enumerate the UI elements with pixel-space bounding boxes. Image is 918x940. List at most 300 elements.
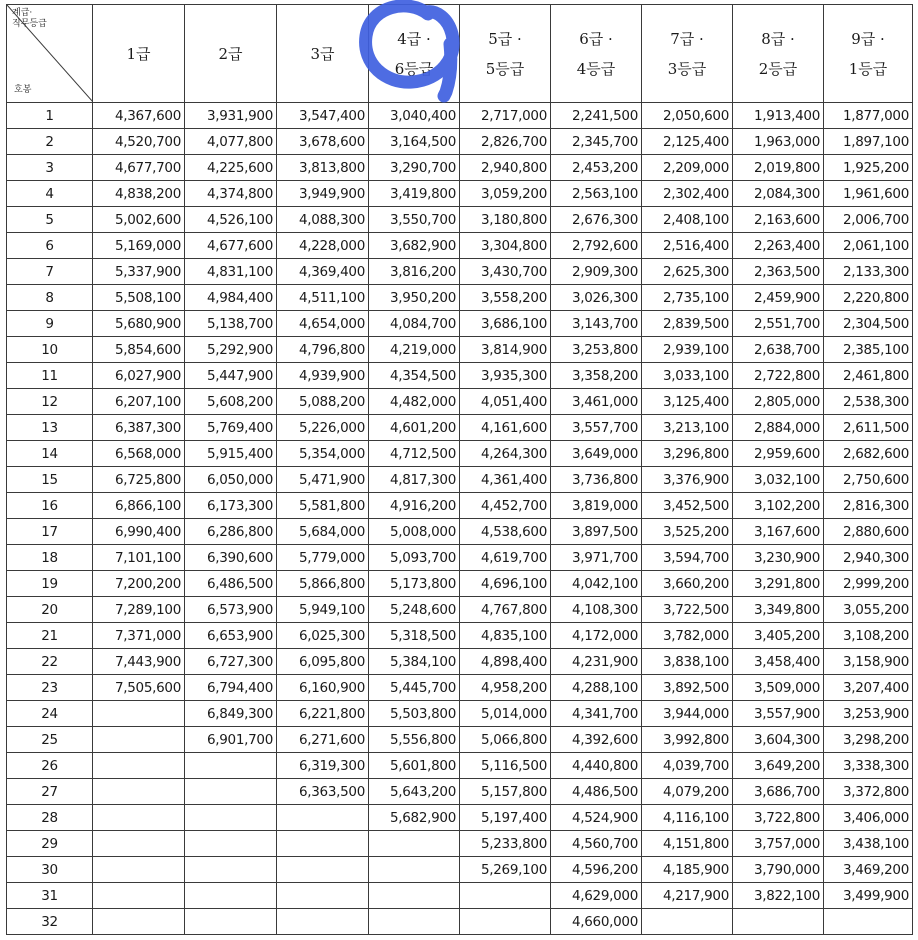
salary-cell: 5,601,800 [369,753,460,779]
salary-cell: 5,318,500 [369,623,460,649]
step-number-cell: 4 [7,181,93,207]
table-row [7,727,913,753]
salary-cell: 4,369,400 [277,259,369,285]
salary-cell: 2,750,600 [824,467,913,493]
salary-cell: 3,822,100 [733,883,824,909]
salary-cell: 3,722,500 [642,597,733,623]
salary-cell [93,857,185,883]
salary-cell: 4,677,700 [93,155,185,181]
salary-cell: 3,550,700 [369,207,460,233]
salary-cell: 3,525,200 [642,519,733,545]
salary-cell [185,909,277,935]
salary-cell: 3,557,900 [733,701,824,727]
salary-cell: 5,093,700 [369,545,460,571]
salary-cell: 5,226,000 [277,415,369,441]
step-number-cell: 30 [7,857,93,883]
salary-cell: 3,499,900 [824,883,913,909]
salary-cell: 2,611,500 [824,415,913,441]
salary-cell: 3,686,100 [460,311,551,337]
salary-cell [93,883,185,909]
salary-cell: 4,288,100 [551,675,642,701]
salary-cell: 4,958,200 [460,675,551,701]
salary-cell: 4,486,500 [551,779,642,805]
salary-cell: 3,180,800 [460,207,551,233]
salary-cell: 2,006,700 [824,207,913,233]
table-row [7,207,913,233]
step-number-cell: 25 [7,727,93,753]
step-number-cell: 14 [7,441,93,467]
step-number-cell: 15 [7,467,93,493]
salary-cell: 4,039,700 [642,753,733,779]
step-number-cell: 26 [7,753,93,779]
salary-cell: 6,050,000 [185,467,277,493]
salary-cell: 2,241,500 [551,103,642,129]
salary-cell [277,831,369,857]
table-row [7,467,913,493]
grade-header-3: 3급 [277,5,369,103]
step-number-cell: 18 [7,545,93,571]
salary-cell: 4,231,900 [551,649,642,675]
salary-cell: 4,560,700 [551,831,642,857]
step-number-cell: 29 [7,831,93,857]
salary-cell: 4,219,000 [369,337,460,363]
table-row [7,103,913,129]
salary-cell: 2,625,300 [642,259,733,285]
grade-header-5: 5급 · 5등급 [460,5,551,103]
salary-cell: 3,032,100 [733,467,824,493]
step-number-cell: 28 [7,805,93,831]
table-row [7,415,913,441]
salary-cell [460,883,551,909]
salary-cell: 4,452,700 [460,493,551,519]
salary-cell: 2,220,800 [824,285,913,311]
table-row [7,233,913,259]
salary-cell [277,909,369,935]
salary-cell: 2,453,200 [551,155,642,181]
salary-cell: 3,722,800 [733,805,824,831]
salary-cell: 3,059,200 [460,181,551,207]
salary-cell [642,909,733,935]
salary-cell: 6,221,800 [277,701,369,727]
salary-cell: 3,291,800 [733,571,824,597]
salary-cell: 6,025,300 [277,623,369,649]
salary-cell: 3,296,800 [642,441,733,467]
salary-cell: 2,638,700 [733,337,824,363]
salary-cell: 3,782,000 [642,623,733,649]
salary-cell: 2,345,700 [551,129,642,155]
salary-cell: 6,653,900 [185,623,277,649]
salary-cell: 6,568,000 [93,441,185,467]
salary-cell: 3,026,300 [551,285,642,311]
grade-header-8: 8급 · 2등급 [733,5,824,103]
salary-cell: 5,169,000 [93,233,185,259]
step-number-cell: 27 [7,779,93,805]
salary-cell: 4,677,600 [185,233,277,259]
grade-header-4: 4급 · 6등급 [369,5,460,103]
salary-cell: 5,581,800 [277,493,369,519]
salary-cell: 3,790,000 [733,857,824,883]
salary-cell: 3,686,700 [733,779,824,805]
salary-cell: 5,447,900 [185,363,277,389]
salary-cell: 2,735,100 [642,285,733,311]
salary-cell: 4,185,900 [642,857,733,883]
table-row [7,519,913,545]
salary-cell: 3,405,200 [733,623,824,649]
step-number-cell: 31 [7,883,93,909]
step-number-cell: 23 [7,675,93,701]
salary-cell: 4,042,100 [551,571,642,597]
salary-cell: 2,940,300 [824,545,913,571]
salary-cell: 4,367,600 [93,103,185,129]
salary-cell [185,779,277,805]
salary-cell: 2,019,800 [733,155,824,181]
salary-cell: 2,163,600 [733,207,824,233]
salary-cell: 5,138,700 [185,311,277,337]
salary-cell: 5,503,800 [369,701,460,727]
salary-cell: 5,769,400 [185,415,277,441]
salary-cell: 6,901,700 [185,727,277,753]
step-number-cell: 20 [7,597,93,623]
salary-cell: 5,157,800 [460,779,551,805]
salary-cell: 2,133,300 [824,259,913,285]
salary-cell: 4,654,000 [277,311,369,337]
salary-cell: 7,371,000 [93,623,185,649]
salary-cell: 3,935,300 [460,363,551,389]
salary-cell: 4,835,100 [460,623,551,649]
table-row [7,857,913,883]
salary-cell: 3,372,800 [824,779,913,805]
salary-cell: 2,516,400 [642,233,733,259]
salary-cell: 3,376,900 [642,467,733,493]
table-row [7,649,913,675]
salary-cell: 3,736,800 [551,467,642,493]
table-row [7,493,913,519]
salary-cell: 2,816,300 [824,493,913,519]
salary-cell: 5,471,900 [277,467,369,493]
salary-cell: 3,406,000 [824,805,913,831]
salary-cell: 3,992,800 [642,727,733,753]
salary-cell: 3,678,600 [277,129,369,155]
salary-cell: 3,452,500 [642,493,733,519]
salary-cell: 4,264,300 [460,441,551,467]
salary-cell: 2,125,400 [642,129,733,155]
salary-cell: 5,643,200 [369,779,460,805]
salary-cell: 5,066,800 [460,727,551,753]
table-row [7,883,913,909]
salary-cell: 5,384,100 [369,649,460,675]
step-number-cell: 1 [7,103,93,129]
table-row [7,311,913,337]
salary-cell: 4,696,100 [460,571,551,597]
salary-cell: 3,660,200 [642,571,733,597]
salary-cell: 6,363,500 [277,779,369,805]
salary-cell: 3,814,900 [460,337,551,363]
salary-cell: 5,173,800 [369,571,460,597]
salary-cell [824,909,913,935]
salary-cell: 4,916,200 [369,493,460,519]
salary-cell: 3,469,200 [824,857,913,883]
salary-cell: 5,684,000 [277,519,369,545]
step-number-cell: 17 [7,519,93,545]
salary-cell: 3,971,700 [551,545,642,571]
table-row [7,779,913,805]
step-number-cell: 6 [7,233,93,259]
salary-cell: 4,629,000 [551,883,642,909]
salary-cell: 5,445,700 [369,675,460,701]
table-row [7,129,913,155]
salary-cell: 6,794,400 [185,675,277,701]
step-number-cell: 21 [7,623,93,649]
salary-cell: 6,727,300 [185,649,277,675]
table-row [7,597,913,623]
salary-cell: 5,915,400 [185,441,277,467]
step-number-cell: 10 [7,337,93,363]
salary-cell: 4,984,400 [185,285,277,311]
salary-cell: 3,158,900 [824,649,913,675]
salary-cell: 5,354,000 [277,441,369,467]
step-number-cell: 32 [7,909,93,935]
salary-cell: 3,430,700 [460,259,551,285]
salary-cell: 5,682,900 [369,805,460,831]
salary-cell: 3,033,100 [642,363,733,389]
salary-cell: 3,298,200 [824,727,913,753]
salary-cell: 3,813,800 [277,155,369,181]
salary-cell: 3,207,400 [824,675,913,701]
salary-cell: 4,172,000 [551,623,642,649]
salary-cell: 4,520,700 [93,129,185,155]
salary-cell: 4,051,400 [460,389,551,415]
salary-cell: 7,289,100 [93,597,185,623]
salary-cell: 3,757,000 [733,831,824,857]
salary-cell [185,831,277,857]
salary-cell [93,909,185,935]
salary-cell: 4,538,600 [460,519,551,545]
salary-cell: 4,767,800 [460,597,551,623]
salary-cell: 3,167,600 [733,519,824,545]
salary-cell [185,753,277,779]
salary-cell: 7,505,600 [93,675,185,701]
salary-cell: 4,796,800 [277,337,369,363]
salary-cell: 3,558,200 [460,285,551,311]
salary-cell: 2,461,800 [824,363,913,389]
salary-cell: 2,676,300 [551,207,642,233]
salary-cell: 4,077,800 [185,129,277,155]
salary-cell: 4,225,600 [185,155,277,181]
salary-cell: 3,897,500 [551,519,642,545]
salary-cell: 6,849,300 [185,701,277,727]
grade-header-7: 7급 · 3등급 [642,5,733,103]
salary-cell: 3,164,500 [369,129,460,155]
salary-cell: 2,826,700 [460,129,551,155]
salary-cell: 7,443,900 [93,649,185,675]
salary-cell: 3,102,200 [733,493,824,519]
salary-cell: 4,440,800 [551,753,642,779]
salary-cell: 2,408,100 [642,207,733,233]
salary-cell: 3,438,100 [824,831,913,857]
table-row [7,363,913,389]
salary-cell: 4,374,800 [185,181,277,207]
salary-cell: 5,508,100 [93,285,185,311]
salary-cell: 4,217,900 [642,883,733,909]
salary-cell: 2,050,600 [642,103,733,129]
salary-cell: 6,160,900 [277,675,369,701]
salary-cell: 1,961,600 [824,181,913,207]
table-row [7,259,913,285]
table-row [7,831,913,857]
salary-cell: 4,341,700 [551,701,642,727]
salary-cell: 1,897,100 [824,129,913,155]
table-row [7,441,913,467]
salary-cell: 3,143,700 [551,311,642,337]
salary-cell [93,805,185,831]
salary-cell: 7,101,100 [93,545,185,571]
table-row [7,753,913,779]
salary-cell: 2,999,200 [824,571,913,597]
salary-cell: 2,538,300 [824,389,913,415]
step-number-cell: 12 [7,389,93,415]
salary-cell: 5,337,900 [93,259,185,285]
salary-cell: 4,228,000 [277,233,369,259]
salary-cell: 4,361,400 [460,467,551,493]
salary-cell: 6,319,300 [277,753,369,779]
salary-cell: 5,008,000 [369,519,460,545]
table-row [7,155,913,181]
salary-cell: 2,459,900 [733,285,824,311]
salary-cell: 3,944,000 [642,701,733,727]
salary-cell: 2,304,500 [824,311,913,337]
salary-cell: 5,779,000 [277,545,369,571]
salary-cell [369,857,460,883]
salary-cell: 2,880,600 [824,519,913,545]
salary-cell: 6,027,900 [93,363,185,389]
table-row [7,571,913,597]
salary-cell: 4,526,100 [185,207,277,233]
salary-cell [460,909,551,935]
salary-cell [733,909,824,935]
salary-cell: 3,461,000 [551,389,642,415]
salary-cell: 3,108,200 [824,623,913,649]
salary-cell: 5,233,800 [460,831,551,857]
salary-cell: 2,939,100 [642,337,733,363]
salary-cell: 3,419,800 [369,181,460,207]
salary-cell: 2,884,000 [733,415,824,441]
salary-cell: 6,271,600 [277,727,369,753]
salary-cell: 4,898,400 [460,649,551,675]
salary-cell: 4,084,700 [369,311,460,337]
salary-cell: 4,831,100 [185,259,277,285]
salary-cell: 6,286,800 [185,519,277,545]
salary-cell: 2,909,300 [551,259,642,285]
salary-table-container [6,4,912,935]
salary-cell: 6,390,600 [185,545,277,571]
salary-cell [369,909,460,935]
step-number-cell: 9 [7,311,93,337]
table-row [7,701,913,727]
salary-cell: 3,509,000 [733,675,824,701]
corner-top-line-2: 직무등급 [12,19,47,29]
salary-cell: 3,594,700 [642,545,733,571]
salary-cell: 5,556,800 [369,727,460,753]
salary-cell: 4,601,200 [369,415,460,441]
salary-cell: 5,854,600 [93,337,185,363]
step-number-cell: 5 [7,207,93,233]
salary-cell: 3,950,200 [369,285,460,311]
salary-cell: 3,458,400 [733,649,824,675]
step-number-cell: 8 [7,285,93,311]
salary-cell: 6,095,800 [277,649,369,675]
salary-cell: 2,363,500 [733,259,824,285]
salary-cell: 3,304,800 [460,233,551,259]
salary-cell: 2,551,700 [733,311,824,337]
salary-cell: 6,990,400 [93,519,185,545]
table-row [7,623,913,649]
step-number-cell: 3 [7,155,93,181]
step-number-cell: 13 [7,415,93,441]
salary-cell: 6,173,300 [185,493,277,519]
corner-bottom-label: 호봉 [14,85,32,95]
step-number-cell: 2 [7,129,93,155]
salary-cell: 4,108,300 [551,597,642,623]
salary-cell [185,805,277,831]
salary-cell: 4,660,000 [551,909,642,935]
salary-cell: 4,161,600 [460,415,551,441]
salary-cell: 3,547,400 [277,103,369,129]
salary-cell: 3,290,700 [369,155,460,181]
salary-cell: 3,349,800 [733,597,824,623]
table-row [7,181,913,207]
salary-cell: 3,931,900 [185,103,277,129]
salary-cell: 2,717,000 [460,103,551,129]
table-row [7,389,913,415]
salary-cell: 3,213,100 [642,415,733,441]
table-row [7,337,913,363]
grade-header-6: 6급 · 4등급 [551,5,642,103]
salary-cell: 3,819,000 [551,493,642,519]
salary-cell: 3,604,300 [733,727,824,753]
salary-cell [93,753,185,779]
grade-header-9: 9급 · 1등급 [824,5,913,103]
salary-cell: 2,061,100 [824,233,913,259]
salary-cell: 6,486,500 [185,571,277,597]
salary-cell: 5,269,100 [460,857,551,883]
salary-cell: 4,354,500 [369,363,460,389]
salary-cell: 6,725,800 [93,467,185,493]
table-row [7,675,913,701]
step-number-cell: 19 [7,571,93,597]
corner-top-label [12,8,47,30]
salary-cell: 5,608,200 [185,389,277,415]
salary-cell [93,701,185,727]
table-row [7,285,913,311]
salary-cell [93,779,185,805]
salary-cell: 2,805,000 [733,389,824,415]
salary-cell: 5,680,900 [93,311,185,337]
salary-cell: 2,959,600 [733,441,824,467]
salary-cell: 4,619,700 [460,545,551,571]
salary-cell: 2,940,800 [460,155,551,181]
salary-cell: 2,385,100 [824,337,913,363]
salary-cell: 4,596,200 [551,857,642,883]
salary-cell: 5,197,400 [460,805,551,831]
salary-cell: 4,088,300 [277,207,369,233]
header-row [7,5,913,103]
salary-cell: 3,816,200 [369,259,460,285]
salary-cell: 3,892,500 [642,675,733,701]
salary-cell: 3,649,200 [733,753,824,779]
step-number-cell: 24 [7,701,93,727]
salary-cell: 6,207,100 [93,389,185,415]
corner-header-cell [7,5,93,103]
